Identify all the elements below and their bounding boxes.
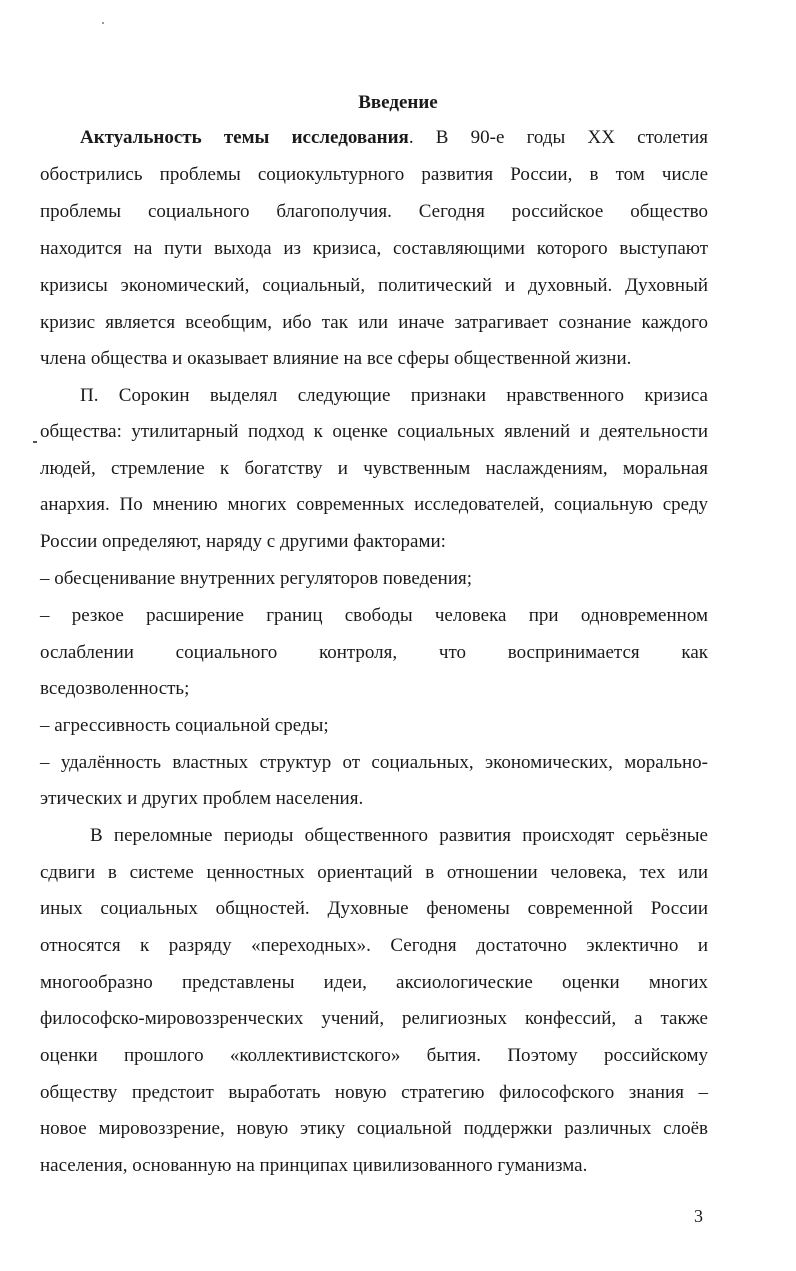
list-item-1: – обесценивание внутренних регуляторов поведения; (40, 568, 473, 589)
paragraph-3-line-6: философско-мировоззренческих учений, религиозных конфессий, а также (40, 1008, 708, 1029)
paragraph-1-line-1 (80, 125, 708, 151)
paragraph-2-line-4: анархия. По мнению многих современных исследователей, социальную среду (40, 494, 708, 515)
paragraph-3-line-10: населения, основанную на принципах цивилизованного гуманизма. (40, 1155, 588, 1176)
scan-speck (33, 441, 37, 443)
list-item-4-line-1: – удалённость властных структур от социальных, экономических, морально- (40, 752, 708, 773)
list-item-2-line-1: – резкое расширение границ свободы человека при одновременном (40, 605, 708, 626)
paragraph-3-line-7: оценки прошлого «коллективистского» бытия. Поэтому российскому (40, 1045, 708, 1066)
list-item-3: – агрессивность социальной среды; (40, 715, 329, 736)
paragraph-2-line-1: П. Сорокин выделял следующие признаки нравственного кризиса (80, 385, 708, 406)
paragraph-1-line-6: кризис является всеобщим, ибо так или иначе затрагивает сознание каждого (40, 312, 708, 333)
paragraph-3-line-4: относятся к разряду «переходных». Сегодня достаточно эклектично и (40, 935, 708, 956)
paragraph-1-line-2: обострились проблемы социокультурного развития России, в том числе (40, 164, 708, 185)
paragraph-3-line-2: сдвиги в системе ценностных ориентаций в отношении человека, тех или (40, 862, 708, 883)
paragraph-2-line-5: России определяют, наряду с другими факторами: (40, 531, 446, 552)
paragraph-2-line-2: общества: утилитарный подход к оценке социальных явлений и деятельности (40, 421, 708, 442)
page-title: Введение (358, 92, 438, 113)
list-item-2-line-2: ослаблении социального контроля, что воспринимается как (40, 642, 708, 663)
paragraph-3-line-3: иных социальных общностей. Духовные феномены современной России (40, 898, 708, 919)
paragraph-3-line-8: обществу предстоит выработать новую стратегию философского знания – (40, 1082, 708, 1103)
paragraph-2-line-3: людей, стремление к богатству и чувственным наслаждениям, моральная (40, 458, 708, 479)
paragraph-3-line-9: новое мировоззрение, новую этику социальной поддержки различных слоёв (40, 1118, 708, 1139)
paragraph-3-line-1: В переломные периоды общественного развития происходят серьёзные (90, 825, 708, 846)
paragraph-1-line-3: проблемы социального благополучия. Сегодня российское общество (40, 201, 708, 222)
page-number: 3 (694, 1206, 703, 1226)
paragraph-1-line-4: находится на пути выхода из кризиса, составляющими которого выступают (40, 238, 708, 259)
paragraph-1-lead-bold: Актуальность темы исследования (80, 127, 409, 148)
scan-speck (102, 22, 104, 24)
list-item-2-line-3: вседозволенность; (40, 678, 190, 699)
paragraph-1-line-7: члена общества и оказывает влияние на все сферы общественной жизни. (40, 348, 632, 369)
paragraph-1-line-5: кризисы экономический, социальный, политический и духовный. Духовный (40, 275, 708, 296)
paragraph-1-lead-rest: . В 90-е годы XX столетия (408, 127, 708, 148)
list-item-4-line-2: этических и других проблем населения. (40, 788, 364, 809)
paragraph-3-line-5: многообразно представлены идеи, аксиологические оценки многих (40, 972, 708, 993)
